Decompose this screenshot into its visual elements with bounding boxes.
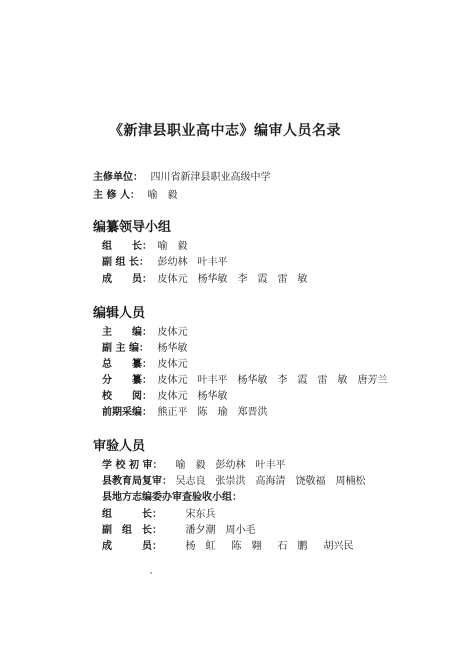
names: 皮体元 [157,327,188,338]
scan-speck [150,572,152,574]
role-label: 成 员： [102,274,152,285]
names: 熊正平 陈 瑜 郑晋洪 [157,407,268,418]
names: 喻 毅 [157,241,188,252]
role-label: 学 校 初 审： [102,460,163,471]
role-label: 副 主 编： [102,343,149,354]
list-item [102,371,387,386]
list-item [102,339,197,354]
org-label: 主修单位： [93,172,143,183]
org-value: 四川省新津县职业高级中学 [150,172,271,183]
committee-label: 县地方志编委办审查验收小组： [102,492,242,503]
list-item [102,456,295,471]
names: 皮体元 杨华敏 [157,391,228,402]
role-label: 主 编： [102,327,152,338]
list-item [102,472,365,487]
section-heading-leadership: 编纂领导小组 [93,220,172,235]
section-heading-editors: 编辑人员 [93,306,146,321]
role-label: 总 纂： [102,359,152,370]
names: 潘夕潮 周小毛 [185,525,256,536]
role-label: 组 长： [102,509,162,520]
org-row [93,168,270,183]
names: 喻 毅 彭幼林 叶丰平 [175,460,286,471]
chief-row [93,186,177,201]
role-label: 分 纂： [102,375,152,386]
names: 彭幼林 叶丰平 [157,257,228,268]
role-label: 组 长： [102,241,152,252]
list-item [102,253,237,268]
page-title: 《新津县职业高中志》编审人员名录 [109,123,341,139]
list-item [102,355,197,370]
list-item [102,505,225,520]
list-item [102,488,242,503]
names: 宋东兵 [185,509,216,520]
names: 吴志良 张崇洪 高海清 饶敬福 周楠松 [175,476,366,487]
role-label: 校 阅： [102,391,152,402]
list-item [102,323,197,338]
role-label: 县教育局复审： [102,476,172,487]
names: 皮体元 杨华敏 李 霞 雷 敏 [157,274,308,285]
list-item [102,237,197,252]
list-item [102,387,237,402]
role-label: 前期采编： [102,407,152,418]
chief-label: 主 修 人： [93,190,140,201]
section-heading-reviewers: 审验人员 [93,439,146,454]
names: 杨 虹 陈 翱 石 鹏 胡兴民 [185,541,354,552]
names: 皮体元 [157,359,188,370]
list-item [102,521,265,536]
role-label: 成 员： [102,541,162,552]
role-label: 副 组 长： [102,257,149,268]
names: 杨华敏 [157,343,188,354]
chief-value: 喻 毅 [147,190,178,201]
names: 皮体元 叶丰平 杨华敏 李 霞 雷 敏 唐芳兰 [157,375,388,386]
list-item [102,537,353,552]
role-label: 副 组 长： [102,525,162,536]
list-item [102,403,277,418]
list-item [102,270,317,285]
